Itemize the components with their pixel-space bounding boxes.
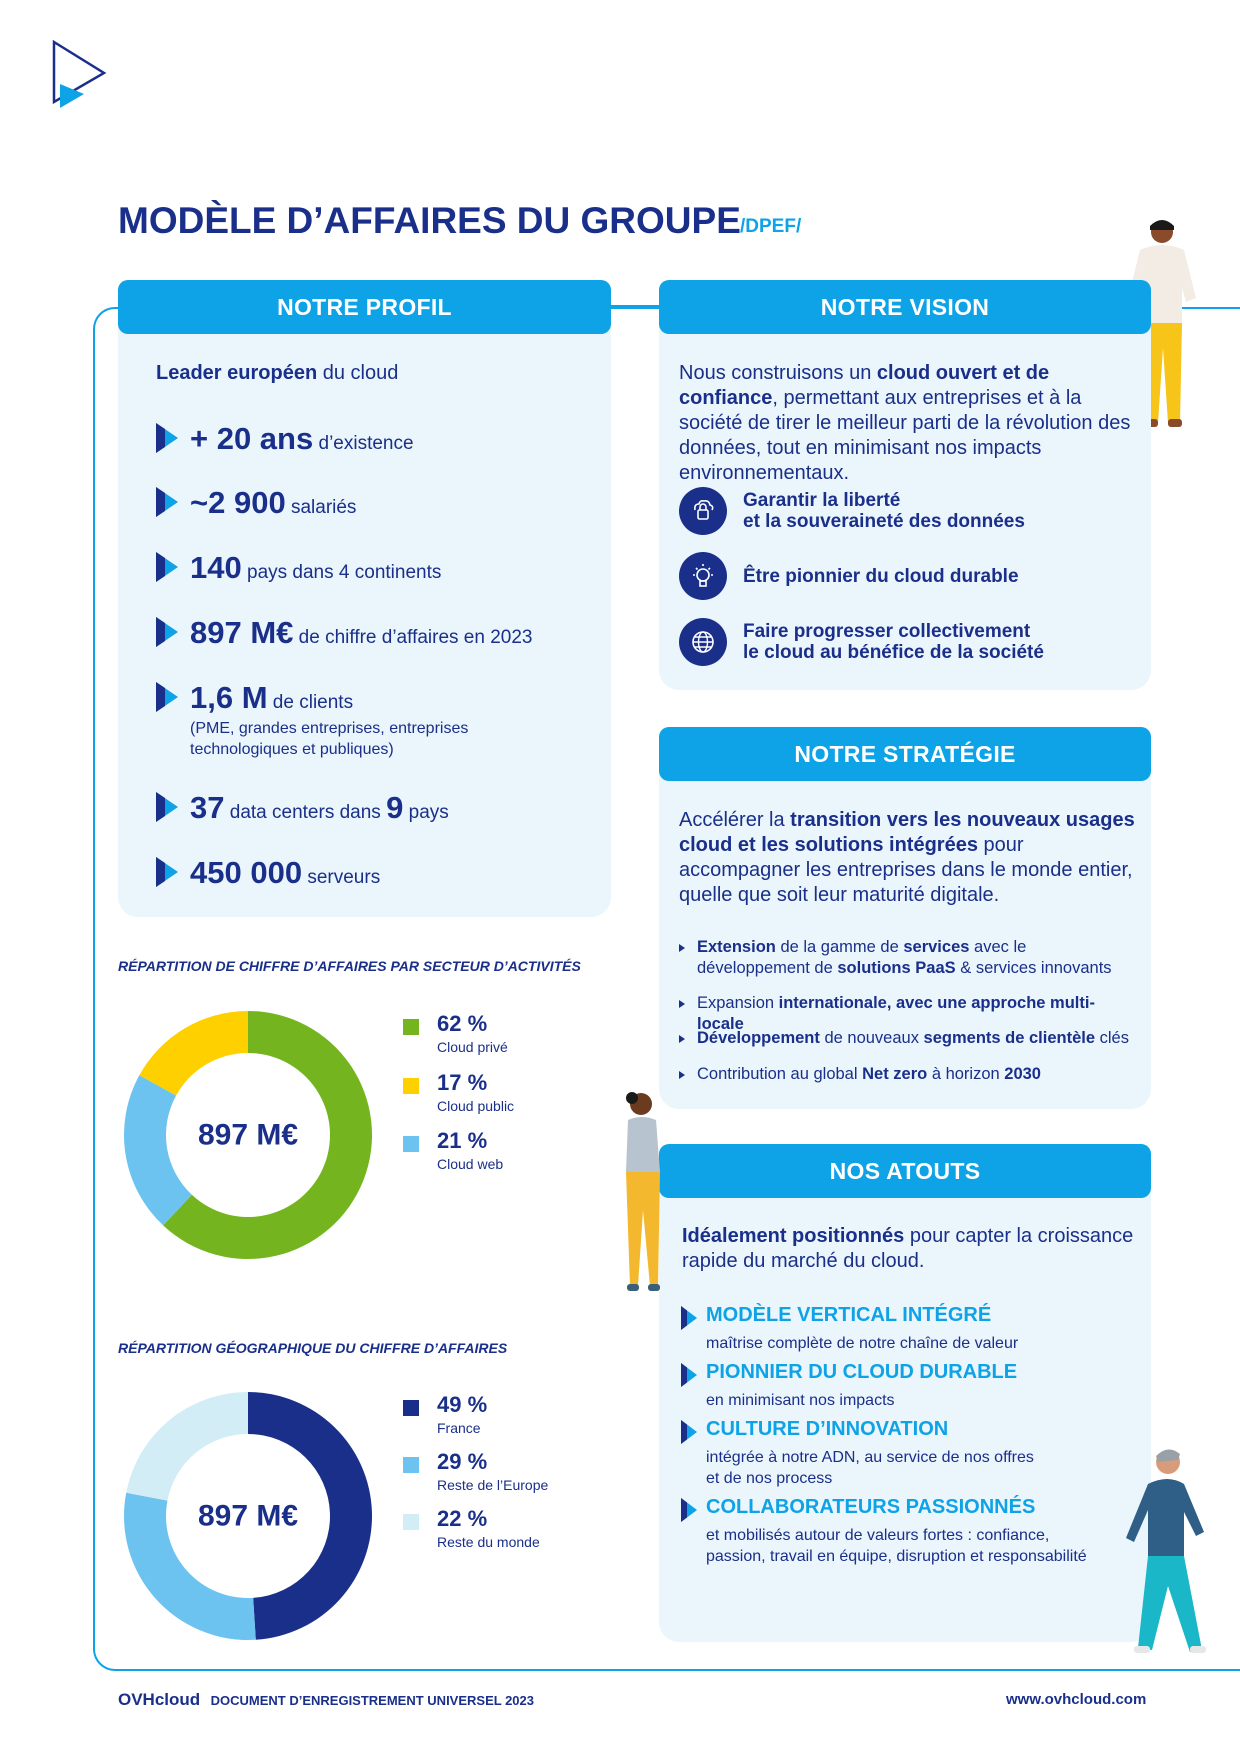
- chart1-slice-1: [139, 1011, 248, 1095]
- chart2-title: RÉPARTITION GÉOGRAPHIQUE DU CHIFFRE D’AFFAIRES: [118, 1340, 508, 1356]
- arrow-bullet-icon: [156, 682, 178, 712]
- arrow-bullet-icon: [156, 552, 178, 582]
- legend-swatch: [403, 1136, 419, 1152]
- arrow-bullet-icon: [156, 857, 178, 887]
- legend-swatch: [403, 1457, 419, 1473]
- vision-header: NOTRE VISION: [659, 280, 1151, 334]
- strategy-panel: [659, 727, 1151, 1109]
- stat-clients-detail: (PME, grandes entreprises, entreprises technologiques et publiques): [190, 720, 469, 758]
- legend-swatch: [403, 1400, 419, 1416]
- arrow-bullet-icon: [681, 1363, 697, 1387]
- lock-icon: [679, 487, 727, 535]
- strategy-text: Accélérer la transition vers les nouveaux usages cloud et les solutions intégrées pour accompagner les entreprises dans le monde entier, quelle que soit leur maturité digitale.: [679, 809, 1135, 906]
- strategy-bullet-extension: Extension de la gamme de services avec le développement de solutions PaaS & services innovants: [679, 937, 1139, 979]
- arrow-bullet-icon: [156, 617, 178, 647]
- triangle-bullet-icon: [679, 1071, 685, 1079]
- globe-icon: [679, 618, 727, 666]
- triangle-bullet-icon: [679, 944, 685, 952]
- vision-text: Nous construisons un cloud ouvert et de confiance, permettant aux entreprises et à la société de tirer le meilleur parti de la révolution des données, tout en minimisant nos impacts environnementaux.: [679, 362, 1131, 484]
- legend-swatch: [403, 1514, 419, 1530]
- page-title: MODÈLE D’AFFAIRES DU GROUPE: [118, 200, 741, 241]
- strategy-bullet-expansion: Expansion internationale, avec une approche multi-locale: [679, 993, 1139, 1035]
- person-illustration-icon: [608, 1090, 678, 1296]
- chart2-donut: [124, 1392, 372, 1640]
- triangle-bullet-icon: [679, 1000, 685, 1008]
- vision-item-society: Faire progresser collectivement le cloud au bénéfice de la société: [679, 618, 1044, 666]
- stat-countries: 140 pays dans 4 continents: [156, 550, 441, 586]
- arrow-bullet-icon: [681, 1420, 697, 1444]
- arrow-bullet-icon: [156, 423, 178, 453]
- dpef-tag: /DPEF/: [740, 216, 802, 237]
- chart2-center-label: 897 M€: [197, 1499, 299, 1533]
- footer-doc-title: DOCUMENT D’ENREGISTREMENT UNIVERSEL 2023: [210, 1693, 534, 1708]
- stat-employees: ~2 900 salariés: [156, 485, 356, 521]
- strategy-bullet-development: Développement de nouveaux segments de clientèle clés: [679, 1028, 1139, 1049]
- chart1-slice-2: [124, 1075, 192, 1225]
- ovhcloud-logo-icon: [52, 40, 108, 110]
- strategy-header: NOTRE STRATÉGIE: [659, 727, 1151, 781]
- frame-connector: [608, 305, 660, 307]
- lightbulb-icon: [679, 552, 727, 600]
- stat-datacenters: 37 data centers dans 9 pays: [156, 790, 449, 826]
- legend-swatch: [403, 1078, 419, 1094]
- chart1-center-label: 897 M€: [197, 1118, 299, 1152]
- footer-brand: OVHcloud: [118, 1690, 201, 1709]
- person-illustration-icon: [1118, 1446, 1230, 1662]
- assets-intro: Idéalement positionnés pour capter la croissance rapide du marché du cloud.: [682, 1225, 1134, 1272]
- chart1-donut: [124, 1011, 372, 1259]
- stat-clients: 1,6 M de clients (PME, grandes entreprises, entreprises technologiques et publiques): [156, 680, 490, 760]
- chart1-title: RÉPARTITION DE CHIFFRE D’AFFAIRES PAR SECTEUR D’ACTIVITÉS: [118, 958, 581, 974]
- arrow-bullet-icon: [681, 1498, 697, 1522]
- arrow-bullet-icon: [156, 487, 178, 517]
- arrow-bullet-icon: [681, 1306, 697, 1330]
- vision-item-sovereignty: Garantir la liberté et la souveraineté des données: [679, 487, 1025, 535]
- stat-years: + 20 ans d’existence: [156, 421, 414, 457]
- strategy-bullet-netzero: Contribution au global Net zero à horizon 2030: [679, 1064, 1139, 1085]
- stat-servers: 450 000 serveurs: [156, 855, 380, 891]
- triangle-bullet-icon: [679, 1035, 685, 1043]
- profile-header: NOTRE PROFIL: [118, 280, 611, 334]
- arrow-bullet-icon: [156, 792, 178, 822]
- stat-revenue: 897 M€ de chiffre d’affaires en 2023: [156, 615, 532, 651]
- vision-item-sustainable: Être pionnier du cloud durable: [679, 552, 1019, 600]
- assets-header: NOS ATOUTS: [659, 1144, 1151, 1198]
- footer-url[interactable]: www.ovhcloud.com: [1006, 1691, 1147, 1708]
- legend-swatch: [403, 1019, 419, 1035]
- chart2-slice-2: [126, 1392, 248, 1501]
- profile-intro: Leader européen du cloud: [156, 362, 399, 384]
- footer-left: [118, 1690, 534, 1710]
